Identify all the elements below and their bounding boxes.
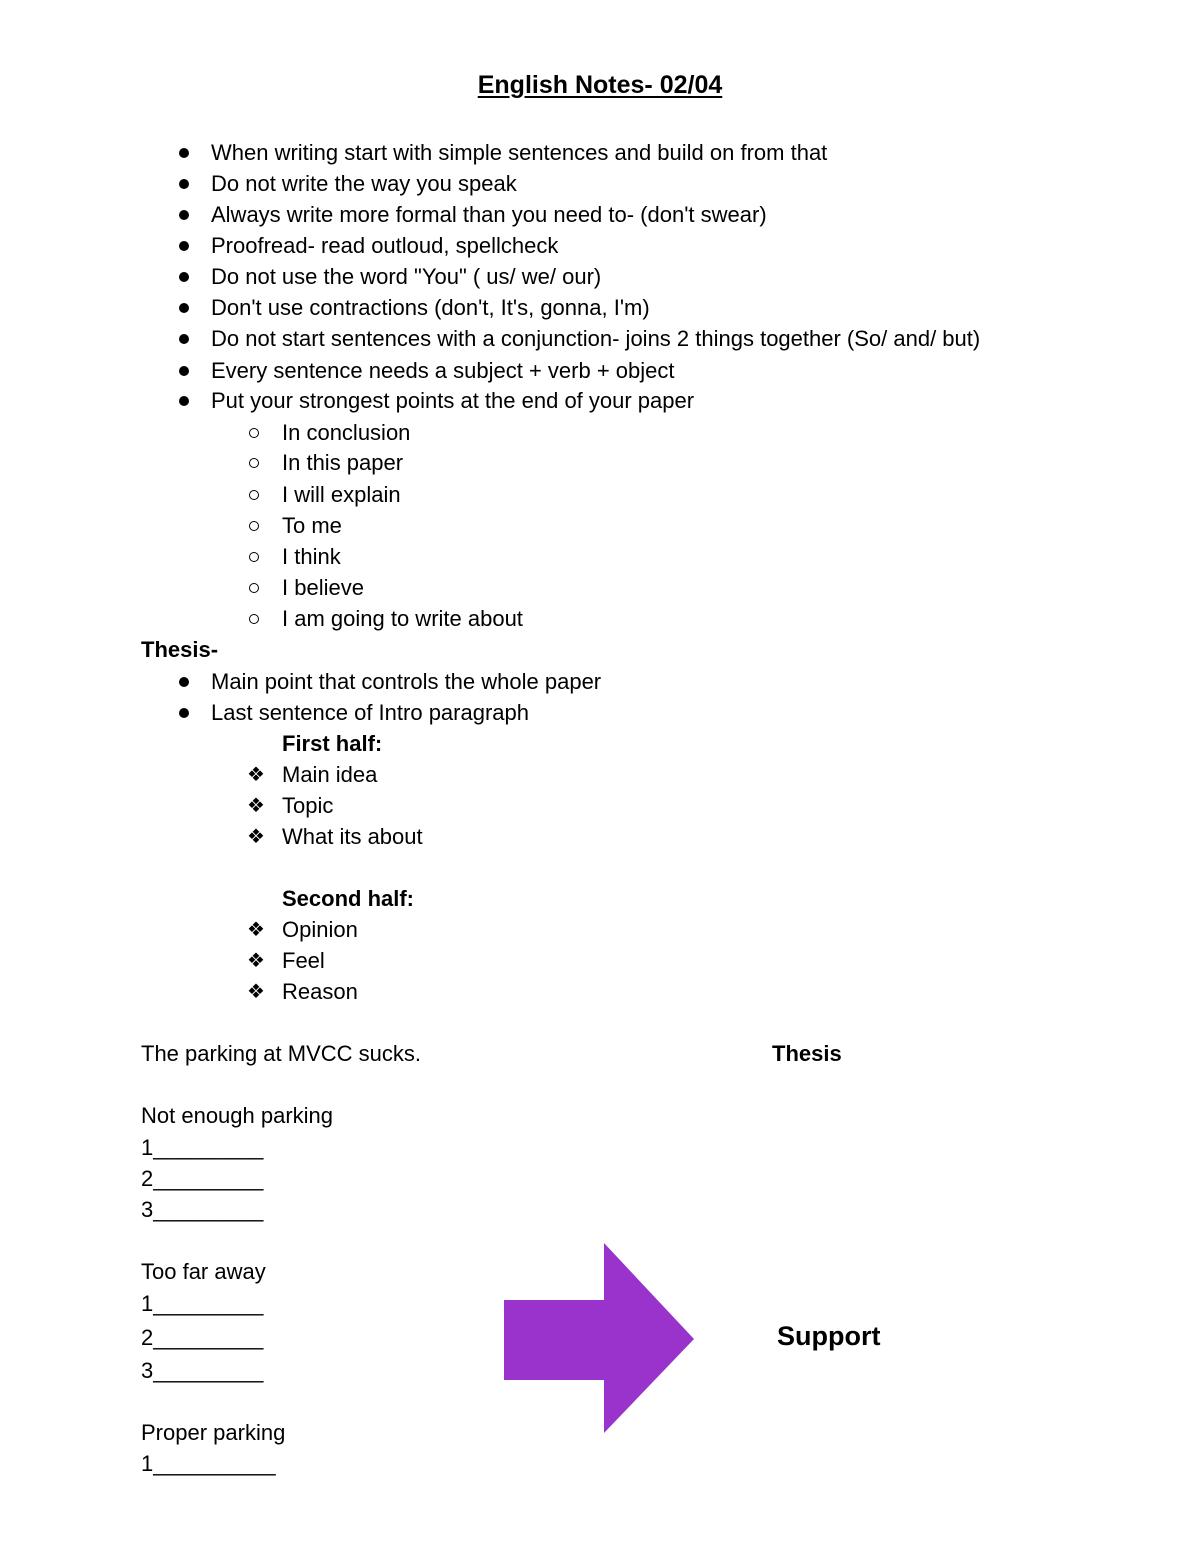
bullet-icon <box>179 272 189 282</box>
bullet-icon <box>179 366 189 376</box>
right-arrow-icon <box>502 1242 698 1436</box>
list-item: Opinion <box>282 917 358 942</box>
list-item: I will explain <box>282 482 401 507</box>
diamond-bullet-icon: ❖ <box>247 979 265 1003</box>
list-item: Don't use contractions (don't, It's, gonna, I'm) <box>211 295 650 320</box>
bullet-icon <box>179 677 189 687</box>
example-sentence: The parking at MVCC sucks. <box>141 1041 421 1066</box>
list-item: Put your strongest points at the end of your paper <box>211 388 695 413</box>
diamond-bullet-icon: ❖ <box>247 762 265 786</box>
blank-line: 1__________ <box>141 1451 276 1476</box>
list-item: I think <box>282 544 341 569</box>
circle-bullet-icon <box>249 458 259 468</box>
bullet-icon <box>179 708 189 718</box>
list-item: What its about <box>282 824 423 849</box>
blank-line: 3_________ <box>141 1197 264 1222</box>
bullet-icon <box>179 334 189 344</box>
list-item: Do not start sentences with a conjunction- joins 2 things together (So/ and/ but) <box>211 326 981 351</box>
list-item: Feel <box>282 948 325 973</box>
diamond-bullet-icon: ❖ <box>247 948 265 972</box>
list-item: In conclusion <box>282 420 411 445</box>
list-item: Reason <box>282 979 358 1004</box>
bullet-icon <box>179 148 189 158</box>
thesis-label: Thesis <box>772 1041 842 1066</box>
group-heading: Too far away <box>141 1259 266 1284</box>
list-item: Every sentence needs a subject + verb + object <box>211 358 675 383</box>
list-item: Topic <box>282 793 334 818</box>
circle-bullet-icon <box>249 614 259 624</box>
bullet-icon <box>179 179 189 189</box>
first-half-label: First half: <box>282 731 383 756</box>
bullet-icon <box>179 210 189 220</box>
blank-line: 1_________ <box>141 1291 264 1316</box>
bullet-icon <box>179 396 189 406</box>
bullet-icon <box>179 303 189 313</box>
list-item: To me <box>282 513 342 538</box>
list-item: I believe <box>282 575 364 600</box>
diamond-bullet-icon: ❖ <box>247 917 265 941</box>
list-item: Do not use the word "You" ( us/ we/ our) <box>211 264 602 289</box>
circle-bullet-icon <box>249 583 259 593</box>
list-item: Main point that controls the whole paper <box>211 669 602 694</box>
list-item: Last sentence of Intro paragraph <box>211 700 529 725</box>
blank-line: 3_________ <box>141 1358 264 1383</box>
circle-bullet-icon <box>249 428 259 438</box>
thesis-heading: Thesis- <box>141 637 219 662</box>
list-item: I am going to write about <box>282 606 523 631</box>
circle-bullet-icon <box>249 521 259 531</box>
page-title: English Notes- 02/04 <box>477 71 723 99</box>
list-item: Proofread- read outloud, spellcheck <box>211 233 559 258</box>
second-half-label: Second half: <box>282 886 415 911</box>
bullet-icon <box>179 241 189 251</box>
group-heading: Not enough parking <box>141 1103 334 1128</box>
blank-line: 2_________ <box>141 1325 264 1350</box>
support-label: Support <box>777 1321 881 1351</box>
blank-line: 1_________ <box>141 1135 264 1160</box>
diamond-bullet-icon: ❖ <box>247 824 265 848</box>
circle-bullet-icon <box>249 552 259 562</box>
group-heading: Proper parking <box>141 1420 286 1445</box>
blank-line: 2_________ <box>141 1166 264 1191</box>
list-item: In this paper <box>282 450 404 475</box>
list-item: Do not write the way you speak <box>211 171 517 196</box>
diamond-bullet-icon: ❖ <box>247 793 265 817</box>
circle-bullet-icon <box>249 490 259 500</box>
list-item: When writing start with simple sentences and build on from that <box>211 140 828 165</box>
list-item: Main idea <box>282 762 378 787</box>
list-item: Always write more formal than you need to- (don't swear) <box>211 202 767 227</box>
